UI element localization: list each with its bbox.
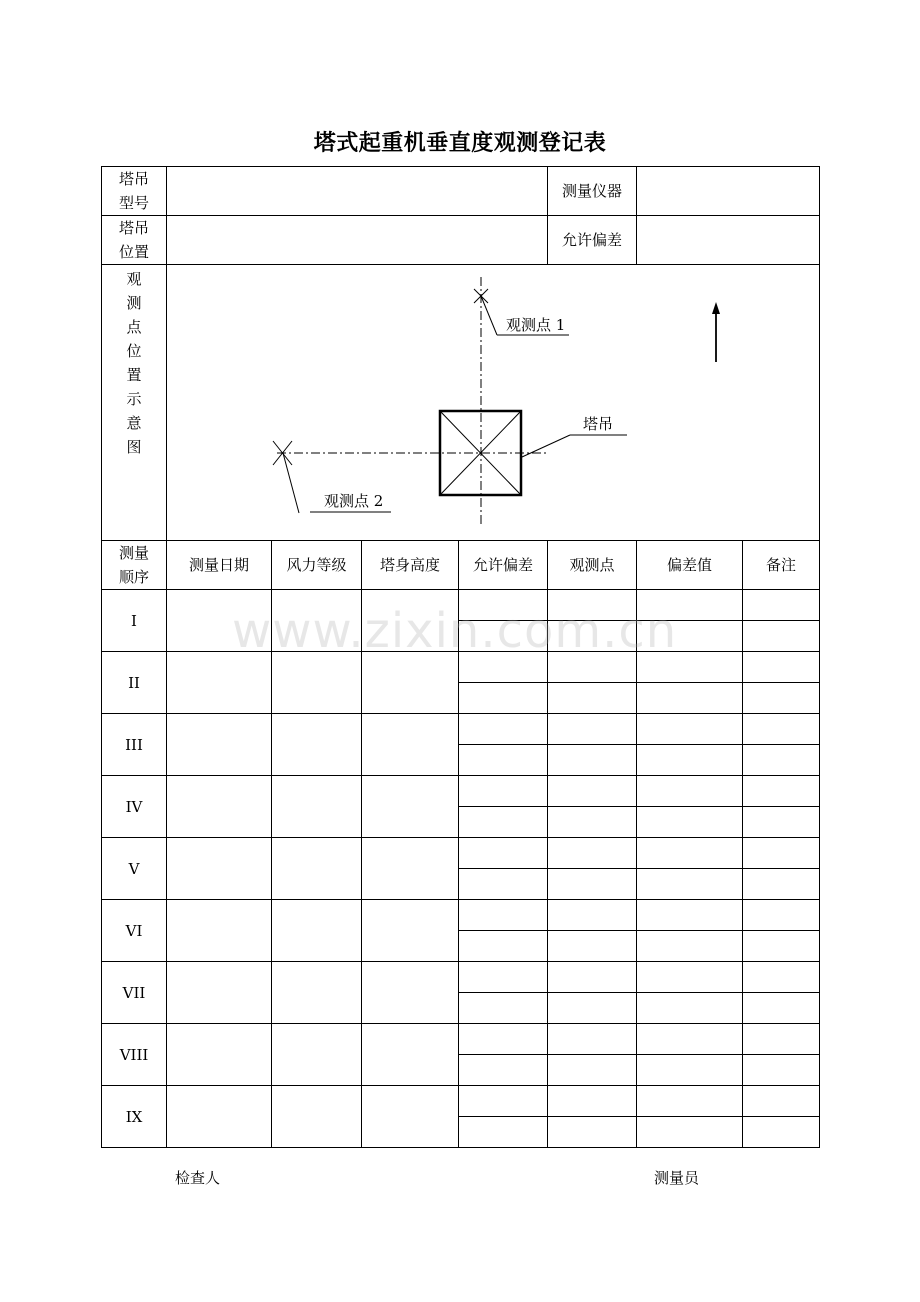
crane-model-field[interactable]: [167, 167, 548, 216]
entry-cell[interactable]: [743, 683, 820, 714]
entry-cell[interactable]: [167, 1024, 272, 1086]
column-header: 观测点: [548, 541, 637, 590]
instrument-label: 测量仪器: [548, 167, 637, 216]
entry-cell[interactable]: [637, 931, 743, 962]
surveyor-label: 测量员: [654, 1169, 700, 1187]
entry-cell[interactable]: [743, 776, 820, 807]
entry-cell[interactable]: [637, 962, 743, 993]
entry-cell[interactable]: [548, 1086, 637, 1117]
entry-cell[interactable]: [637, 745, 743, 776]
entry-cell[interactable]: [548, 838, 637, 869]
entry-cell[interactable]: [459, 962, 548, 993]
entry-cell[interactable]: [362, 900, 459, 962]
diagram-label: 观 测 点 位 置 示 意 图: [102, 265, 167, 541]
entry-cell[interactable]: [167, 838, 272, 900]
entry-cell[interactable]: [459, 838, 548, 869]
entry-cell[interactable]: [548, 683, 637, 714]
entry-cell[interactable]: [637, 590, 743, 621]
entry-cell[interactable]: [362, 714, 459, 776]
entry-cell[interactable]: [548, 1055, 637, 1086]
inspector-label: 检查人: [175, 1169, 221, 1187]
entry-cell[interactable]: [459, 590, 548, 621]
column-header: 偏差值: [637, 541, 743, 590]
entry-cell[interactable]: [459, 714, 548, 745]
entry-cell[interactable]: [459, 1086, 548, 1117]
entry-cell[interactable]: [362, 776, 459, 838]
table-row: [102, 962, 820, 993]
entry-cell[interactable]: [459, 931, 548, 962]
entry-cell[interactable]: [459, 1024, 548, 1055]
entry-cell[interactable]: [272, 590, 362, 652]
entry-cell[interactable]: [167, 590, 272, 652]
column-header: 备注: [743, 541, 820, 590]
entry-cell[interactable]: [637, 652, 743, 683]
tolerance-field[interactable]: [637, 216, 820, 265]
table-row: [102, 652, 820, 683]
instrument-field[interactable]: [637, 167, 820, 216]
entry-cell[interactable]: [743, 1055, 820, 1086]
table-row: [102, 900, 820, 931]
entry-cell[interactable]: [167, 652, 272, 714]
entry-cell[interactable]: [548, 621, 637, 652]
sequence-cell: IV: [102, 776, 167, 838]
diagram-svg: [167, 265, 819, 541]
north-arrow-icon: [712, 302, 720, 362]
entry-cell[interactable]: [743, 590, 820, 621]
point1-label: 观测点 1: [506, 316, 566, 334]
entry-cell[interactable]: [548, 776, 637, 807]
tolerance-label: 允许偏差: [548, 216, 637, 265]
entry-cell[interactable]: [362, 962, 459, 1024]
column-header: 允许偏差: [459, 541, 548, 590]
entry-cell[interactable]: [637, 1055, 743, 1086]
entry-cell[interactable]: [167, 776, 272, 838]
entry-cell[interactable]: [637, 838, 743, 869]
table-row: [102, 1086, 820, 1117]
crane-model-label: 塔吊 型号: [102, 167, 167, 216]
entry-cell[interactable]: [167, 1086, 272, 1148]
page-title: 塔式起重机垂直度观测登记表: [313, 130, 607, 156]
entry-cell[interactable]: [272, 838, 362, 900]
entry-cell[interactable]: [272, 652, 362, 714]
entry-cell[interactable]: [548, 900, 637, 931]
entry-cell[interactable]: [548, 931, 637, 962]
entry-cell[interactable]: [272, 1024, 362, 1086]
entry-cell[interactable]: [272, 962, 362, 1024]
table-row: [102, 1024, 820, 1055]
entry-cell[interactable]: [548, 1117, 637, 1148]
entry-cell[interactable]: [167, 962, 272, 1024]
entry-cell[interactable]: [362, 1086, 459, 1148]
column-header: 测量日期: [167, 541, 272, 590]
entry-cell[interactable]: [743, 900, 820, 931]
entry-cell[interactable]: [548, 652, 637, 683]
table-row: [102, 776, 820, 807]
sequence-cell: VII: [102, 962, 167, 1024]
sequence-cell: VI: [102, 900, 167, 962]
point2-label: 观测点 2: [324, 492, 384, 510]
entry-cell[interactable]: [743, 621, 820, 652]
entry-cell[interactable]: [272, 714, 362, 776]
entry-cell[interactable]: [459, 1117, 548, 1148]
entry-cell[interactable]: [743, 869, 820, 900]
entry-cell[interactable]: [637, 807, 743, 838]
entry-cell[interactable]: [637, 683, 743, 714]
entry-cell[interactable]: [637, 776, 743, 807]
entry-cell[interactable]: [743, 962, 820, 993]
column-header: 风力等级: [272, 541, 362, 590]
sequence-cell: I: [102, 590, 167, 652]
crane-label: 塔吊: [583, 415, 614, 433]
crane-position-field[interactable]: [167, 216, 548, 265]
entry-cell[interactable]: [548, 590, 637, 621]
crane-position-label: 塔吊 位置: [102, 216, 167, 265]
entry-cell[interactable]: [743, 1086, 820, 1117]
observation-diagram: [167, 265, 820, 541]
entry-cell[interactable]: [637, 993, 743, 1024]
entry-cell[interactable]: [743, 993, 820, 1024]
entry-cell[interactable]: [743, 1117, 820, 1148]
entry-cell[interactable]: [459, 683, 548, 714]
entry-cell[interactable]: [743, 714, 820, 745]
entry-cell[interactable]: [459, 807, 548, 838]
entry-cell[interactable]: [743, 745, 820, 776]
entry-cell[interactable]: [459, 1055, 548, 1086]
entry-cell[interactable]: [362, 590, 459, 652]
entry-cell[interactable]: [548, 714, 637, 745]
sequence-cell: II: [102, 652, 167, 714]
entry-cell[interactable]: [362, 838, 459, 900]
entry-cell[interactable]: [743, 1024, 820, 1055]
entry-cell[interactable]: [459, 621, 548, 652]
entry-cell[interactable]: [459, 776, 548, 807]
entry-cell[interactable]: [637, 714, 743, 745]
entry-cell[interactable]: [459, 869, 548, 900]
entry-cell[interactable]: [637, 900, 743, 931]
registration-form: [101, 166, 820, 1148]
entry-cell[interactable]: [743, 931, 820, 962]
entry-cell[interactable]: [459, 652, 548, 683]
entry-cell[interactable]: [637, 1117, 743, 1148]
entry-cell[interactable]: [548, 807, 637, 838]
entry-cell[interactable]: [637, 1024, 743, 1055]
entry-cell[interactable]: [548, 745, 637, 776]
table-row: [102, 590, 820, 621]
entry-cell[interactable]: [272, 1086, 362, 1148]
entry-cell[interactable]: [167, 900, 272, 962]
sequence-cell: III: [102, 714, 167, 776]
entry-cell[interactable]: [637, 621, 743, 652]
entry-cell[interactable]: [548, 993, 637, 1024]
entry-cell[interactable]: [459, 900, 548, 931]
column-header: 测量 顺序: [102, 541, 167, 590]
crane-leader-line: [522, 435, 570, 457]
entry-cell[interactable]: [743, 838, 820, 869]
entry-cell[interactable]: [637, 869, 743, 900]
entry-cell[interactable]: [459, 993, 548, 1024]
table-row: [102, 838, 820, 869]
entry-cell[interactable]: [362, 652, 459, 714]
entry-cell[interactable]: [548, 1024, 637, 1055]
point1-leader-line: [481, 296, 497, 335]
entry-cell[interactable]: [548, 962, 637, 993]
entry-cell[interactable]: [362, 1024, 459, 1086]
entry-cell[interactable]: [272, 900, 362, 962]
entry-cell[interactable]: [637, 1086, 743, 1117]
point2-leader-line: [283, 453, 299, 513]
entry-cell[interactable]: [743, 807, 820, 838]
watermark: www.zixin.com.cn: [232, 603, 678, 659]
entry-cell[interactable]: [272, 776, 362, 838]
sequence-cell: VIII: [102, 1024, 167, 1086]
sequence-cell: V: [102, 838, 167, 900]
sequence-cell: IX: [102, 1086, 167, 1148]
entry-cell[interactable]: [743, 652, 820, 683]
column-header: 塔身高度: [362, 541, 459, 590]
entry-cell[interactable]: [167, 714, 272, 776]
table-row: [102, 714, 820, 745]
entry-cell[interactable]: [459, 745, 548, 776]
entry-cell[interactable]: [548, 869, 637, 900]
